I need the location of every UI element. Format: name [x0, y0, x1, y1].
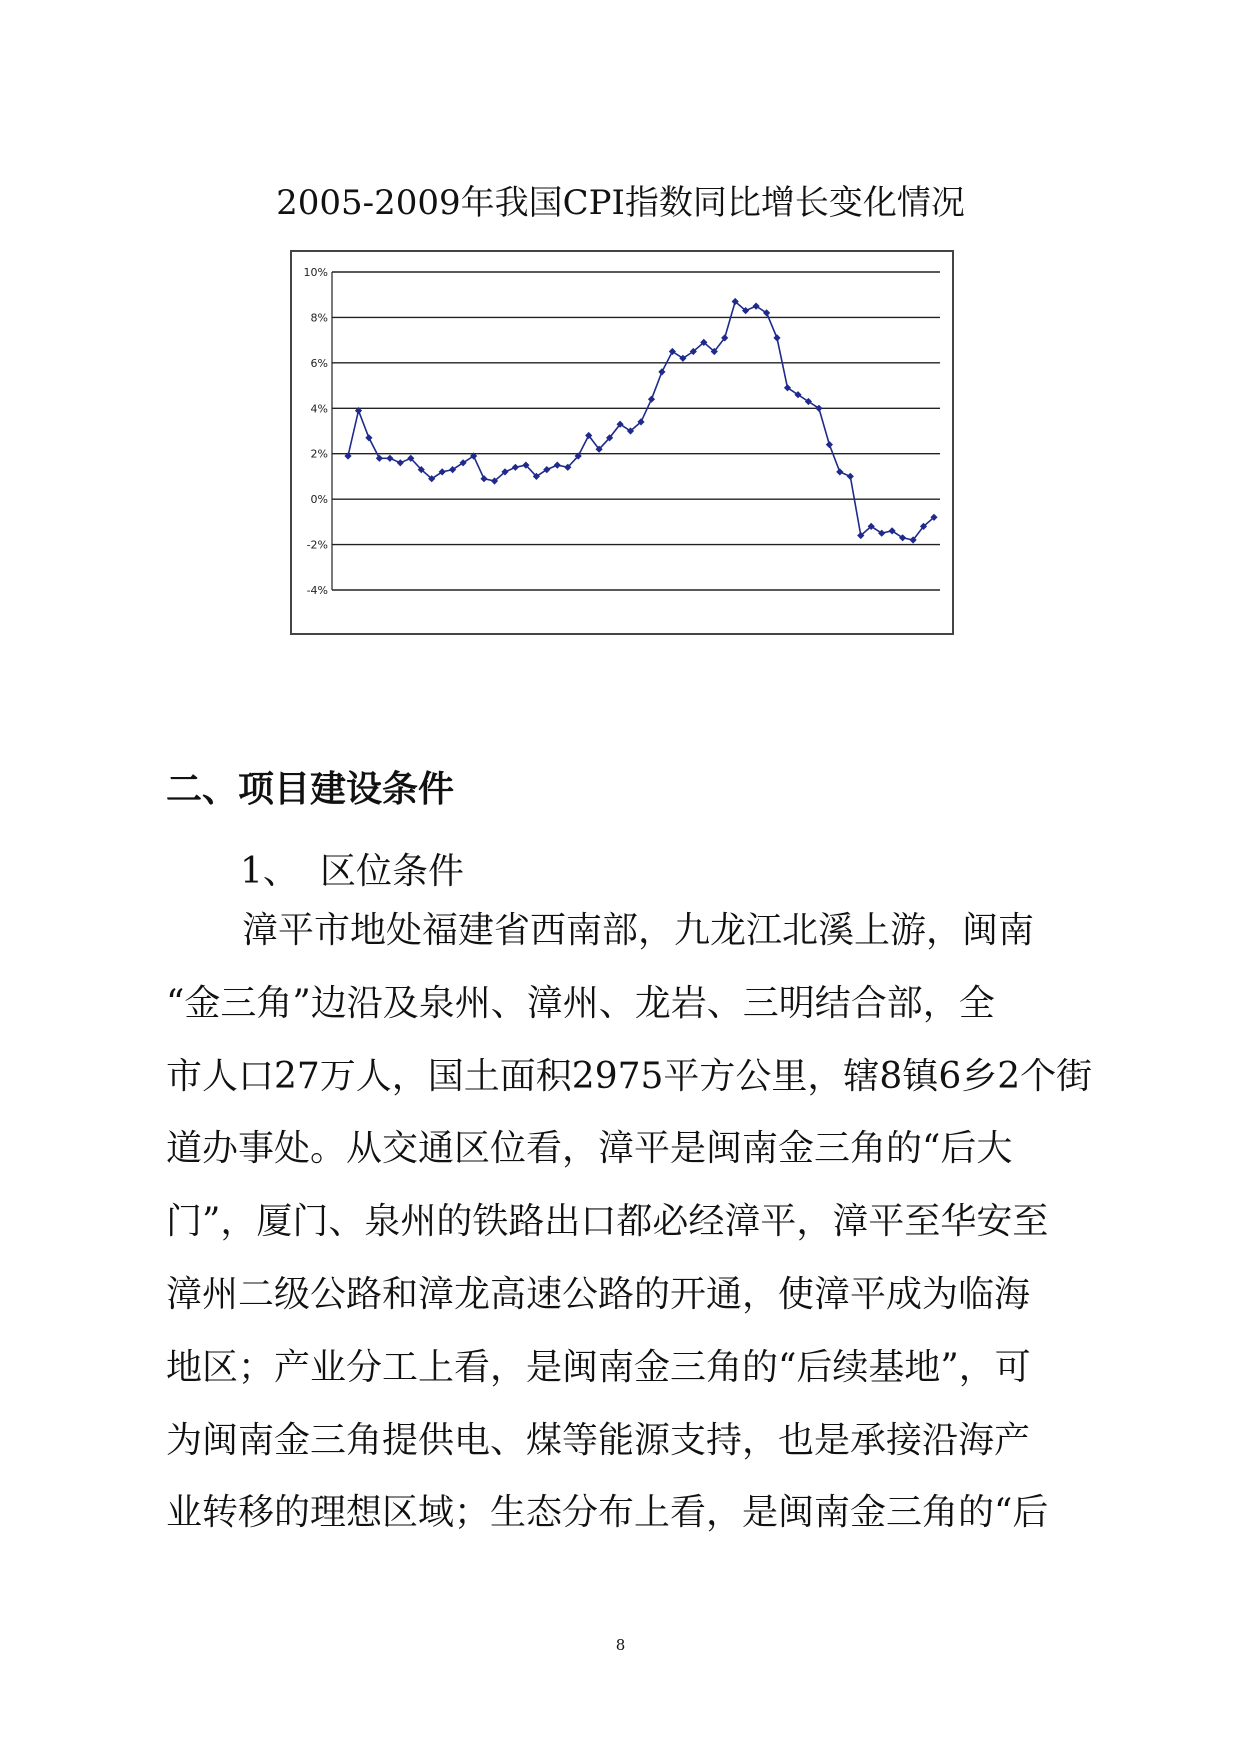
- data-point-marker: [648, 396, 655, 403]
- data-point-marker: [512, 464, 519, 471]
- subsection-title: 区位条件: [320, 851, 465, 892]
- y-tick-label: 2%: [310, 447, 328, 461]
- body-line: “金三角”边沿及泉州、漳州、龙岩、三明结合部，全: [166, 982, 995, 1024]
- data-point-marker: [658, 368, 665, 375]
- y-tick-label: 10%: [303, 266, 328, 279]
- subsection-heading: [240, 842, 464, 902]
- y-tick-label: 6%: [310, 356, 328, 370]
- data-point-marker: [480, 475, 487, 482]
- data-point-marker: [836, 468, 843, 475]
- y-tick-label: -2%: [306, 538, 328, 552]
- subsection-number: 1、: [240, 851, 299, 892]
- y-tick-label: -4%: [306, 584, 328, 597]
- data-point-marker: [826, 441, 833, 448]
- cpi-chart-frame: [290, 250, 954, 635]
- y-tick-label: 0%: [310, 493, 328, 507]
- data-point-marker: [386, 455, 393, 462]
- page-number: 8: [615, 1636, 626, 1654]
- data-point-marker: [773, 334, 780, 341]
- body-line: 漳平市地处福建省西南部，九龙江北溪上游，闽南: [242, 910, 1035, 951]
- cpi-line-chart: [292, 252, 952, 633]
- body-line: 门”，厦门、泉州的铁路出口都必经漳平，漳平至华安至: [166, 1201, 1049, 1243]
- data-point-marker: [365, 434, 372, 441]
- data-point-marker: [397, 459, 404, 466]
- chart-title: 2005-2009年我国CPI指数同比增长变化情况: [276, 183, 965, 223]
- section-heading: 二、项目建设条件: [166, 769, 455, 810]
- body-line: 市人口27万人，国土面积2975平方公里，辖8镇6乡2个街: [166, 1055, 1093, 1097]
- data-point-marker: [376, 455, 383, 462]
- body-line: 漳州二级公路和漳龙高速公路的开通，使漳平成为临海: [166, 1273, 1031, 1315]
- data-point-marker: [847, 473, 854, 480]
- body-line: 地区；产业分工上看，是闽南金三角的“后续基地”，可: [166, 1346, 1031, 1388]
- y-tick-label: 8%: [310, 311, 328, 325]
- data-point-marker: [554, 462, 561, 469]
- body-line: 为闽南金三角提供电、煤等能源支持，也是承接沿海产: [166, 1419, 1031, 1461]
- y-tick-label: 4%: [310, 402, 328, 416]
- body-line: 道办事处。从交通区位看，漳平是闽南金三角的“后大: [166, 1128, 1013, 1170]
- body-paragraph: [166, 895, 1093, 1550]
- body-line: 业转移的理想区域；生态分布上看，是闽南金三角的“后: [166, 1492, 1049, 1534]
